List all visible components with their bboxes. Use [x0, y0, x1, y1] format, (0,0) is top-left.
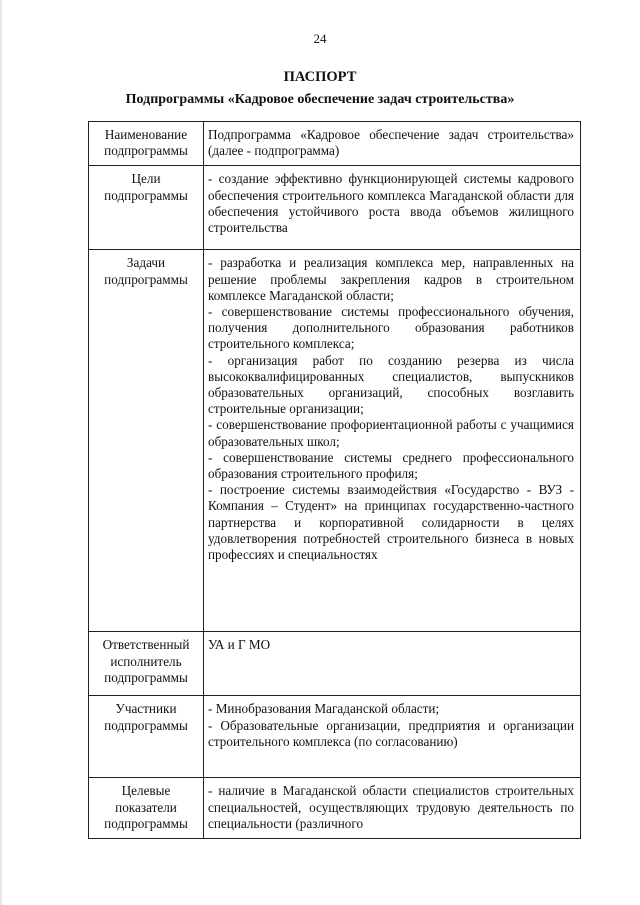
row-label: Ответственный исполнитель подпрограммы — [89, 632, 204, 696]
row-label: Цели подпрограммы — [89, 166, 204, 250]
document-subtitle: Подпрограммы «Кадровое обеспечение задач строительства» — [125, 92, 515, 107]
passport-row — [89, 632, 581, 696]
passport-row — [89, 250, 581, 632]
row-value-line: - создание эффективно функционирующей системы кадрового обеспечения строительного комплекса Магаданской области для обеспечения устойчивого роста ввода объемов жилищного строительства — [208, 171, 574, 236]
row-value-line: - Минобразования Магаданской области; — [208, 701, 440, 717]
passport-table — [88, 121, 581, 839]
row-value-line: - построение системы взаимодействия «Государство - ВУЗ - Компания – Студент» на принципах государственно-частного партнерства и корпоративной солидарности в целях удовлетворения потребностей строительного бизнеса в новых профессиях и специальностях — [208, 482, 574, 563]
row-value — [204, 122, 581, 166]
row-value-line: - совершенствование системы среднего профессионального образования строительного профиля; — [208, 449, 574, 482]
passport-table-body — [89, 122, 581, 839]
row-value-line: - разработка и реализация комплекса мер, направленных на решение проблемы закрепления кадров в строительном комплексе Магаданской области; — [208, 255, 574, 303]
row-value-line: - организация работ по созданию резерва из числа высококвалифицированных специалистов, выпускников образовательных организаций, способных возглавить строительные организации; — [208, 352, 574, 417]
row-value — [204, 778, 581, 839]
row-label: Целевые показатели подпрограммы — [89, 778, 204, 839]
row-value-line: УА и Г МО — [208, 637, 271, 653]
row-value-line: - наличие в Магаданской области специалистов строительных специальностей, осуществляющих трудовую деятельность по специальности (различного — [208, 783, 574, 831]
row-value-line: - совершенствование системы профессионального обучения, получения дополнительного образования работников строительного комплекса; — [208, 304, 574, 352]
row-value — [204, 696, 581, 778]
row-value — [204, 632, 581, 696]
row-value — [204, 166, 581, 250]
row-label: Наименование подпрограммы — [89, 122, 204, 166]
passport-row — [89, 696, 581, 778]
row-value-line: - Образовательные организации, предприятия и организации строительного комплекса (по согласованию) — [208, 717, 574, 749]
passport-row — [89, 122, 581, 166]
row-label: Участники подпрограммы — [89, 696, 204, 778]
page-number: 24 — [313, 31, 327, 46]
row-value-line: Подпрограмма «Кадровое обеспечение задач строительства» (далее - подпрограмма) — [208, 127, 574, 159]
row-label: Задачи подпрограммы — [89, 250, 204, 632]
row-value — [204, 250, 581, 632]
row-value-line: - совершенствование профориентационной работы с учащимися образовательных школ; — [208, 417, 574, 449]
scan-edge — [0, 0, 3, 905]
document-title: ПАСПОРТ — [283, 69, 357, 85]
passport-row — [89, 778, 581, 839]
passport-row — [89, 166, 581, 250]
